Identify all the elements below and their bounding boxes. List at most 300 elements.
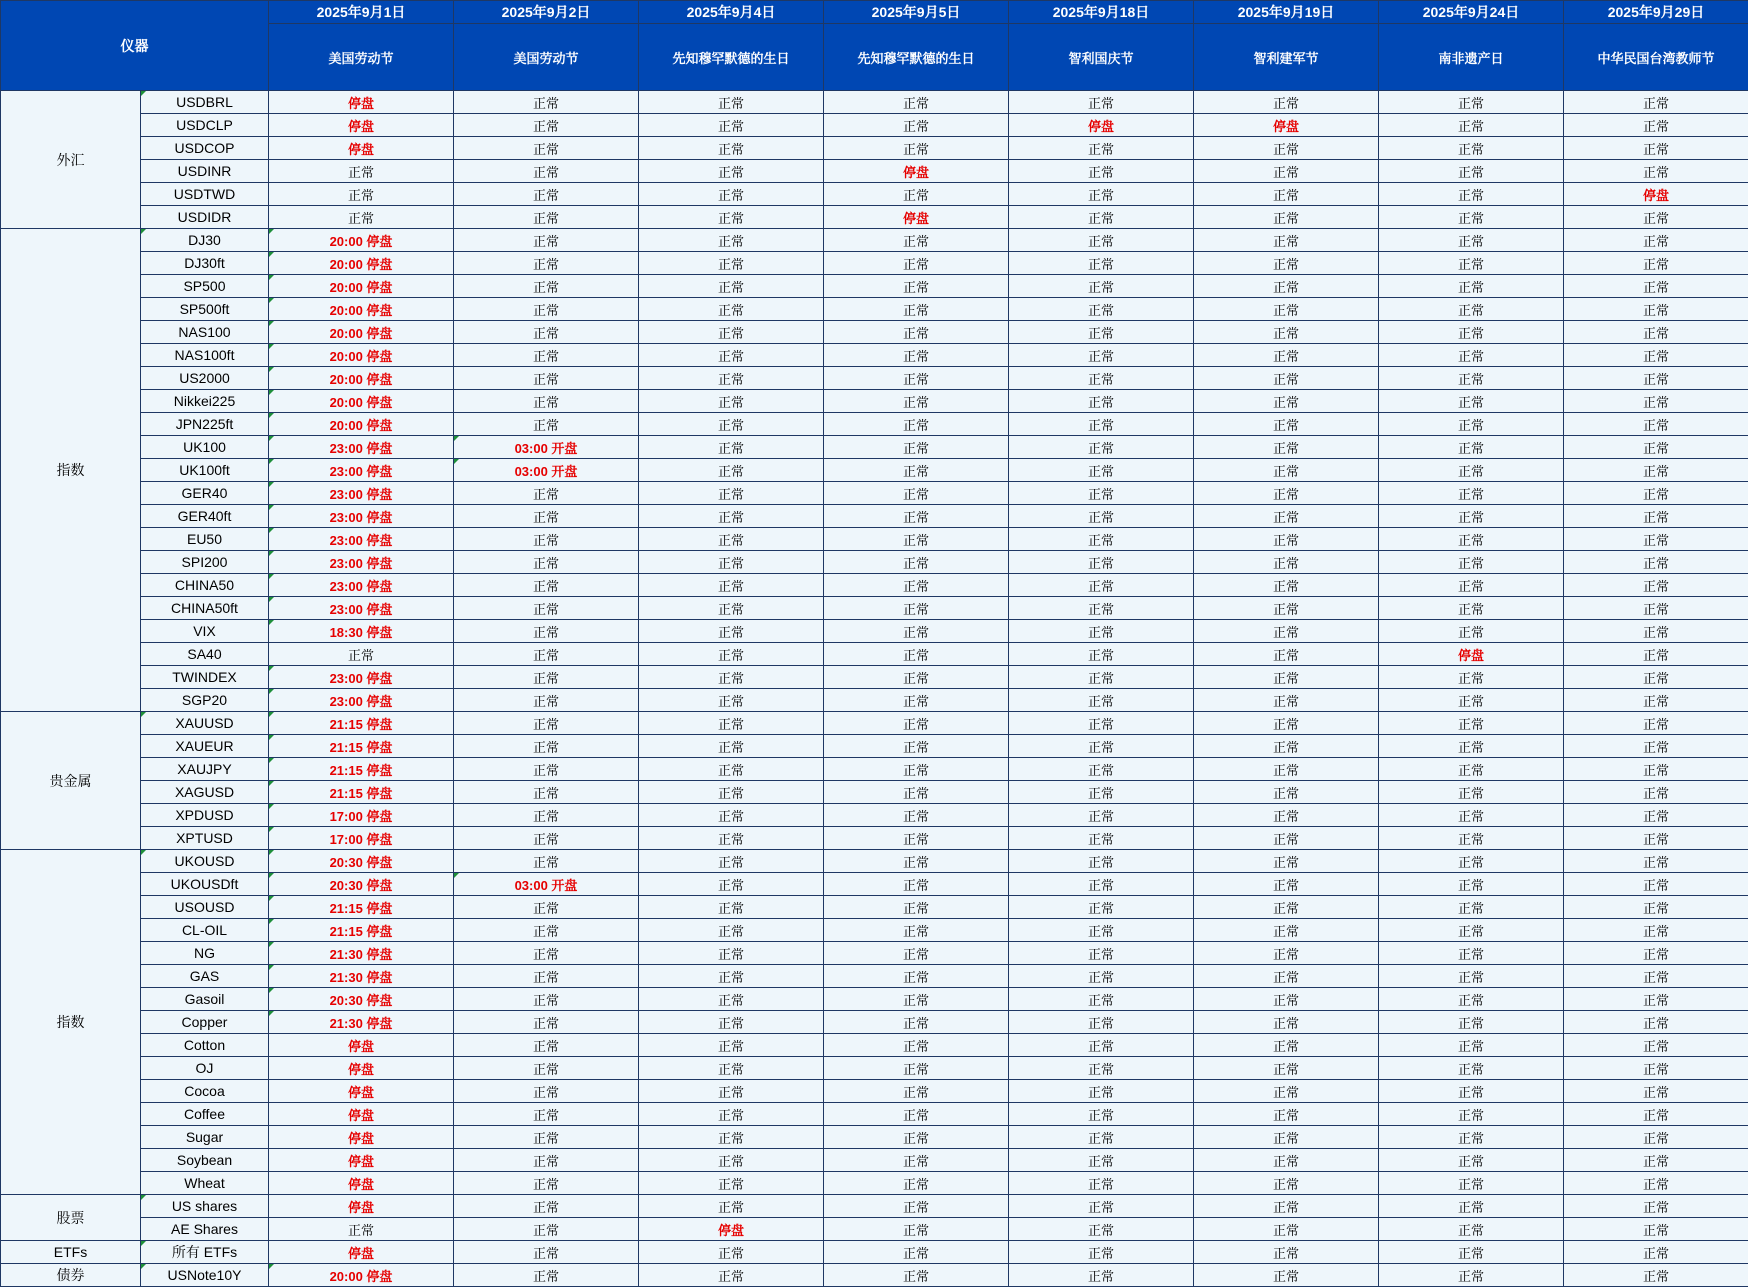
column-holiday: 中华民国台湾教师节: [1564, 24, 1748, 91]
status-cell: 正常: [454, 528, 639, 551]
status-cell: 正常: [1194, 712, 1379, 735]
status-cell: 正常: [1194, 919, 1379, 942]
status-cell: 正常: [1564, 1241, 1748, 1264]
instrument-cell: NG: [141, 942, 269, 965]
status-cell: 正常: [824, 229, 1009, 252]
status-cell: 正常: [639, 804, 824, 827]
status-cell: 21:15 停盘: [269, 781, 454, 804]
table-row: [1, 413, 1748, 436]
status-cell: 正常: [824, 781, 1009, 804]
instrument-cell: GAS: [141, 965, 269, 988]
status-cell: 正常: [1194, 988, 1379, 1011]
status-cell: 正常: [1009, 1011, 1194, 1034]
status-cell: 正常: [1009, 873, 1194, 896]
status-cell: 正常: [639, 1241, 824, 1264]
instrument-cell: SP500ft: [141, 298, 269, 321]
status-cell: 正常: [1194, 827, 1379, 850]
status-cell: 正常: [1379, 712, 1564, 735]
status-cell: 正常: [1379, 666, 1564, 689]
instrument-cell: AE Shares: [141, 1218, 269, 1241]
status-cell: 正常: [1009, 321, 1194, 344]
status-cell: 正常: [1564, 758, 1748, 781]
status-cell: 正常: [1564, 528, 1748, 551]
status-cell: 正常: [639, 183, 824, 206]
status-cell: 正常: [1379, 804, 1564, 827]
table-row: [1, 1241, 1748, 1264]
status-cell: 正常: [639, 252, 824, 275]
status-cell: 20:00 停盘: [269, 229, 454, 252]
status-cell: 正常: [1564, 1195, 1748, 1218]
status-cell: 正常: [639, 988, 824, 1011]
status-cell: 正常: [824, 1126, 1009, 1149]
table-body: [1, 91, 1748, 1287]
instrument-cell: Cotton: [141, 1034, 269, 1057]
status-cell: 正常: [824, 666, 1009, 689]
status-cell: 正常: [1379, 505, 1564, 528]
status-cell: 正常: [454, 850, 639, 873]
status-cell: 正常: [1379, 91, 1564, 114]
status-cell: 正常: [1009, 850, 1194, 873]
instrument-cell: USDCLP: [141, 114, 269, 137]
status-cell: 正常: [454, 252, 639, 275]
status-cell: 正常: [1379, 620, 1564, 643]
status-cell: 正常: [454, 620, 639, 643]
status-cell: 正常: [1194, 229, 1379, 252]
status-cell: 正常: [639, 850, 824, 873]
instrument-cell: USDINR: [141, 160, 269, 183]
status-cell: 正常: [1194, 1011, 1379, 1034]
table-row: [1, 850, 1748, 873]
status-cell: 正常: [454, 298, 639, 321]
table-row: [1, 114, 1748, 137]
status-cell: 正常: [1194, 183, 1379, 206]
status-cell: 正常: [1194, 1034, 1379, 1057]
table-row: [1, 275, 1748, 298]
status-cell: 正常: [1194, 597, 1379, 620]
status-cell: 正常: [824, 298, 1009, 321]
status-cell: 正常: [454, 367, 639, 390]
status-cell: 正常: [454, 1218, 639, 1241]
table-row: [1, 988, 1748, 1011]
status-cell: 正常: [1194, 643, 1379, 666]
instrument-cell: 所有 ETFs: [141, 1241, 269, 1264]
status-cell: 正常: [1194, 482, 1379, 505]
table-row: [1, 1218, 1748, 1241]
status-cell: 正常: [454, 413, 639, 436]
status-cell: 正常: [1009, 1034, 1194, 1057]
column-holiday: 先知穆罕默德的生日: [639, 24, 824, 91]
status-cell: 正常: [639, 1126, 824, 1149]
status-cell: 正常: [454, 1126, 639, 1149]
status-cell: 正常: [1009, 758, 1194, 781]
status-cell: 正常: [639, 206, 824, 229]
status-cell: 正常: [1564, 781, 1748, 804]
status-cell: 正常: [1194, 551, 1379, 574]
status-cell: 正常: [1194, 1195, 1379, 1218]
status-cell: 正常: [1009, 574, 1194, 597]
status-cell: 正常: [1379, 229, 1564, 252]
status-cell: 正常: [454, 390, 639, 413]
status-cell: 正常: [824, 321, 1009, 344]
table-row: [1, 896, 1748, 919]
status-cell: 正常: [824, 712, 1009, 735]
status-cell: 正常: [1379, 528, 1564, 551]
status-cell: 正常: [1194, 1126, 1379, 1149]
column-date: 2025年9月18日: [1009, 1, 1194, 24]
status-cell: 正常: [639, 1149, 824, 1172]
status-cell: 20:00 停盘: [269, 252, 454, 275]
status-cell: 正常: [824, 459, 1009, 482]
status-cell: 正常: [639, 1080, 824, 1103]
status-cell: 正常: [1009, 1218, 1194, 1241]
instrument-cell: Wheat: [141, 1172, 269, 1195]
status-cell: 17:00 停盘: [269, 804, 454, 827]
status-cell: 正常: [639, 137, 824, 160]
status-cell: 正常: [639, 413, 824, 436]
status-cell: 正常: [1564, 988, 1748, 1011]
status-cell: 正常: [454, 1264, 639, 1287]
category-cell: ETFs: [1, 1241, 141, 1264]
status-cell: 正常: [454, 229, 639, 252]
status-cell: 正常: [824, 1218, 1009, 1241]
status-cell: 正常: [639, 781, 824, 804]
status-cell: 正常: [454, 758, 639, 781]
status-cell: 正常: [1379, 827, 1564, 850]
status-cell: 正常: [1379, 367, 1564, 390]
status-cell: 正常: [639, 965, 824, 988]
instrument-cell: USDTWD: [141, 183, 269, 206]
status-cell: 正常: [1009, 505, 1194, 528]
column-date: 2025年9月2日: [454, 1, 639, 24]
status-cell: 23:00 停盘: [269, 482, 454, 505]
instrument-cell: JPN225ft: [141, 413, 269, 436]
table-row: [1, 781, 1748, 804]
status-cell: 正常: [454, 896, 639, 919]
status-cell: 正常: [824, 1103, 1009, 1126]
status-cell: 正常: [454, 781, 639, 804]
table-row: [1, 298, 1748, 321]
status-cell: 正常: [1194, 160, 1379, 183]
status-cell: 停盘: [824, 160, 1009, 183]
status-cell: 正常: [1564, 597, 1748, 620]
instrument-header: 仪器: [1, 1, 269, 91]
table-row: [1, 1172, 1748, 1195]
status-cell: 20:00 停盘: [269, 298, 454, 321]
status-cell: 正常: [454, 988, 639, 1011]
instrument-cell: OJ: [141, 1057, 269, 1080]
status-cell: 正常: [269, 160, 454, 183]
instrument-cell: UKOUSDft: [141, 873, 269, 896]
status-cell: 21:15 停盘: [269, 758, 454, 781]
status-cell: 正常: [1379, 781, 1564, 804]
status-cell: 正常: [1009, 160, 1194, 183]
table-row: [1, 1011, 1748, 1034]
status-cell: 正常: [824, 896, 1009, 919]
status-cell: 正常: [269, 183, 454, 206]
status-cell: 正常: [1009, 643, 1194, 666]
status-cell: 21:15 停盘: [269, 896, 454, 919]
status-cell: 正常: [1194, 666, 1379, 689]
status-cell: 正常: [639, 482, 824, 505]
status-cell: 正常: [454, 321, 639, 344]
status-cell: 正常: [269, 643, 454, 666]
status-cell: 正常: [824, 643, 1009, 666]
status-cell: 正常: [1194, 574, 1379, 597]
status-cell: 正常: [1009, 252, 1194, 275]
instrument-cell: GER40ft: [141, 505, 269, 528]
status-cell: 正常: [639, 459, 824, 482]
status-cell: 正常: [454, 91, 639, 114]
status-cell: 正常: [824, 574, 1009, 597]
status-cell: 正常: [1009, 1126, 1194, 1149]
status-cell: 正常: [824, 344, 1009, 367]
column-date: 2025年9月4日: [639, 1, 824, 24]
status-cell: 正常: [639, 827, 824, 850]
status-cell: 正常: [1009, 1057, 1194, 1080]
status-cell: 正常: [1379, 942, 1564, 965]
table-row: [1, 367, 1748, 390]
instrument-cell: UK100: [141, 436, 269, 459]
status-cell: 正常: [824, 436, 1009, 459]
instrument-cell: Sugar: [141, 1126, 269, 1149]
status-cell: 正常: [1564, 413, 1748, 436]
status-cell: 正常: [454, 505, 639, 528]
status-cell: 停盘: [269, 1241, 454, 1264]
table-row: [1, 758, 1748, 781]
status-cell: 正常: [1564, 160, 1748, 183]
table-row: [1, 804, 1748, 827]
status-cell: 正常: [1379, 919, 1564, 942]
status-cell: 正常: [1194, 137, 1379, 160]
status-cell: 正常: [639, 896, 824, 919]
status-cell: 正常: [639, 298, 824, 321]
table-row: [1, 91, 1748, 114]
status-cell: 正常: [454, 183, 639, 206]
instrument-cell: US2000: [141, 367, 269, 390]
instrument-cell: UK100ft: [141, 459, 269, 482]
status-cell: 正常: [824, 1241, 1009, 1264]
status-cell: 正常: [1009, 1103, 1194, 1126]
status-cell: 正常: [1564, 827, 1748, 850]
status-cell: 21:30 停盘: [269, 1011, 454, 1034]
status-cell: 21:15 停盘: [269, 919, 454, 942]
status-cell: 停盘: [269, 1126, 454, 1149]
instrument-cell: Copper: [141, 1011, 269, 1034]
status-cell: 正常: [454, 919, 639, 942]
status-cell: 正常: [824, 1011, 1009, 1034]
instrument-cell: USOUSD: [141, 896, 269, 919]
status-cell: 正常: [639, 505, 824, 528]
status-cell: 正常: [1194, 1172, 1379, 1195]
status-cell: 正常: [1194, 528, 1379, 551]
status-cell: 正常: [454, 275, 639, 298]
status-cell: 正常: [1009, 367, 1194, 390]
status-cell: 正常: [1564, 436, 1748, 459]
status-cell: 停盘: [269, 114, 454, 137]
status-cell: 正常: [1194, 298, 1379, 321]
status-cell: 正常: [1564, 804, 1748, 827]
status-cell: 正常: [824, 1264, 1009, 1287]
status-cell: 23:00 停盘: [269, 597, 454, 620]
status-cell: 正常: [1194, 436, 1379, 459]
status-cell: 正常: [454, 344, 639, 367]
status-cell: 正常: [639, 1172, 824, 1195]
status-cell: 正常: [1194, 758, 1379, 781]
status-cell: 正常: [1194, 965, 1379, 988]
instrument-cell: USDIDR: [141, 206, 269, 229]
status-cell: 正常: [639, 689, 824, 712]
instrument-cell: CHINA50: [141, 574, 269, 597]
column-holiday: 智利国庆节: [1009, 24, 1194, 91]
table-row: [1, 919, 1748, 942]
status-cell: 停盘: [269, 1172, 454, 1195]
column-holiday: 先知穆罕默德的生日: [824, 24, 1009, 91]
status-cell: 正常: [1379, 114, 1564, 137]
status-cell: 正常: [1564, 137, 1748, 160]
status-cell: 正常: [454, 597, 639, 620]
status-cell: 正常: [1379, 1149, 1564, 1172]
status-cell: 23:00 停盘: [269, 528, 454, 551]
status-cell: 正常: [824, 528, 1009, 551]
instrument-cell: XAUUSD: [141, 712, 269, 735]
instrument-cell: DJ30: [141, 229, 269, 252]
status-cell: 正常: [639, 1034, 824, 1057]
status-cell: 正常: [1379, 275, 1564, 298]
status-cell: 停盘: [269, 1034, 454, 1057]
status-cell: 17:00 停盘: [269, 827, 454, 850]
status-cell: 停盘: [1009, 114, 1194, 137]
status-cell: 正常: [824, 1149, 1009, 1172]
status-cell: 正常: [1564, 91, 1748, 114]
column-holiday: 南非遗产日: [1379, 24, 1564, 91]
status-cell: 正常: [454, 206, 639, 229]
status-cell: 正常: [1564, 1011, 1748, 1034]
status-cell: 正常: [1009, 183, 1194, 206]
status-cell: 正常: [1564, 252, 1748, 275]
instrument-cell: CL-OIL: [141, 919, 269, 942]
instrument-cell: USDBRL: [141, 91, 269, 114]
status-cell: 正常: [639, 321, 824, 344]
status-cell: 正常: [454, 942, 639, 965]
table-row: [1, 1080, 1748, 1103]
status-cell: 正常: [639, 942, 824, 965]
status-cell: 正常: [1564, 1103, 1748, 1126]
status-cell: 正常: [454, 827, 639, 850]
status-cell: 正常: [639, 873, 824, 896]
status-cell: 正常: [454, 551, 639, 574]
status-cell: 正常: [639, 1057, 824, 1080]
status-cell: 正常: [1564, 482, 1748, 505]
table-row: [1, 160, 1748, 183]
status-cell: 正常: [1009, 781, 1194, 804]
status-cell: 正常: [1194, 91, 1379, 114]
status-cell: 正常: [639, 229, 824, 252]
status-cell: 停盘: [1194, 114, 1379, 137]
status-cell: 正常: [454, 114, 639, 137]
status-cell: 正常: [639, 275, 824, 298]
status-cell: 正常: [824, 1195, 1009, 1218]
status-cell: 正常: [1009, 298, 1194, 321]
status-cell: 正常: [1009, 390, 1194, 413]
instrument-cell: XAUEUR: [141, 735, 269, 758]
status-cell: 正常: [1564, 1080, 1748, 1103]
status-cell: 停盘: [269, 1195, 454, 1218]
status-cell: 正常: [1379, 436, 1564, 459]
table-header: [1, 1, 1748, 91]
table-row: [1, 252, 1748, 275]
status-cell: 正常: [1379, 459, 1564, 482]
status-cell: 正常: [1194, 413, 1379, 436]
category-cell: 外汇: [1, 91, 141, 229]
column-holiday: 美国劳动节: [454, 24, 639, 91]
table-row: [1, 643, 1748, 666]
status-cell: 正常: [454, 965, 639, 988]
category-cell: 指数: [1, 850, 141, 1195]
status-cell: 正常: [824, 827, 1009, 850]
status-cell: 正常: [1379, 689, 1564, 712]
status-cell: 20:00 停盘: [269, 321, 454, 344]
instrument-cell: USNote10Y: [141, 1264, 269, 1287]
status-cell: 正常: [1564, 298, 1748, 321]
status-cell: 正常: [454, 1195, 639, 1218]
status-cell: 正常: [1379, 551, 1564, 574]
status-cell: 正常: [269, 206, 454, 229]
status-cell: 正常: [1564, 1057, 1748, 1080]
table-row: [1, 735, 1748, 758]
category-cell: 债券: [1, 1264, 141, 1287]
table-row: [1, 689, 1748, 712]
status-cell: 正常: [824, 1172, 1009, 1195]
status-cell: 21:15 停盘: [269, 712, 454, 735]
status-cell: 正常: [1564, 574, 1748, 597]
instrument-cell: EU50: [141, 528, 269, 551]
status-cell: 正常: [1564, 965, 1748, 988]
status-cell: 正常: [454, 689, 639, 712]
status-cell: 正常: [1009, 1149, 1194, 1172]
status-cell: 正常: [1009, 1264, 1194, 1287]
status-cell: 正常: [1009, 827, 1194, 850]
instrument-cell: SP500: [141, 275, 269, 298]
status-cell: 正常: [1009, 137, 1194, 160]
status-cell: 正常: [1379, 413, 1564, 436]
status-cell: 20:00 停盘: [269, 367, 454, 390]
status-cell: 正常: [1009, 712, 1194, 735]
status-cell: 停盘: [1379, 643, 1564, 666]
status-cell: 正常: [1194, 275, 1379, 298]
status-cell: 正常: [824, 183, 1009, 206]
status-cell: 正常: [1009, 804, 1194, 827]
status-cell: 正常: [454, 1080, 639, 1103]
status-cell: 正常: [824, 482, 1009, 505]
status-cell: 正常: [1009, 735, 1194, 758]
status-cell: 正常: [639, 528, 824, 551]
status-cell: 正常: [1009, 1080, 1194, 1103]
table-row: [1, 1103, 1748, 1126]
status-cell: 正常: [1379, 988, 1564, 1011]
status-cell: 正常: [454, 643, 639, 666]
status-cell: 正常: [1564, 850, 1748, 873]
status-cell: 正常: [1564, 643, 1748, 666]
category-cell: 股票: [1, 1195, 141, 1241]
status-cell: 03:00 开盘: [454, 459, 639, 482]
status-cell: 正常: [1194, 390, 1379, 413]
status-cell: 正常: [1564, 1149, 1748, 1172]
status-cell: 正常: [824, 620, 1009, 643]
table-row: [1, 1126, 1748, 1149]
status-cell: 正常: [639, 712, 824, 735]
instrument-cell: SGP20: [141, 689, 269, 712]
status-cell: 正常: [1379, 758, 1564, 781]
